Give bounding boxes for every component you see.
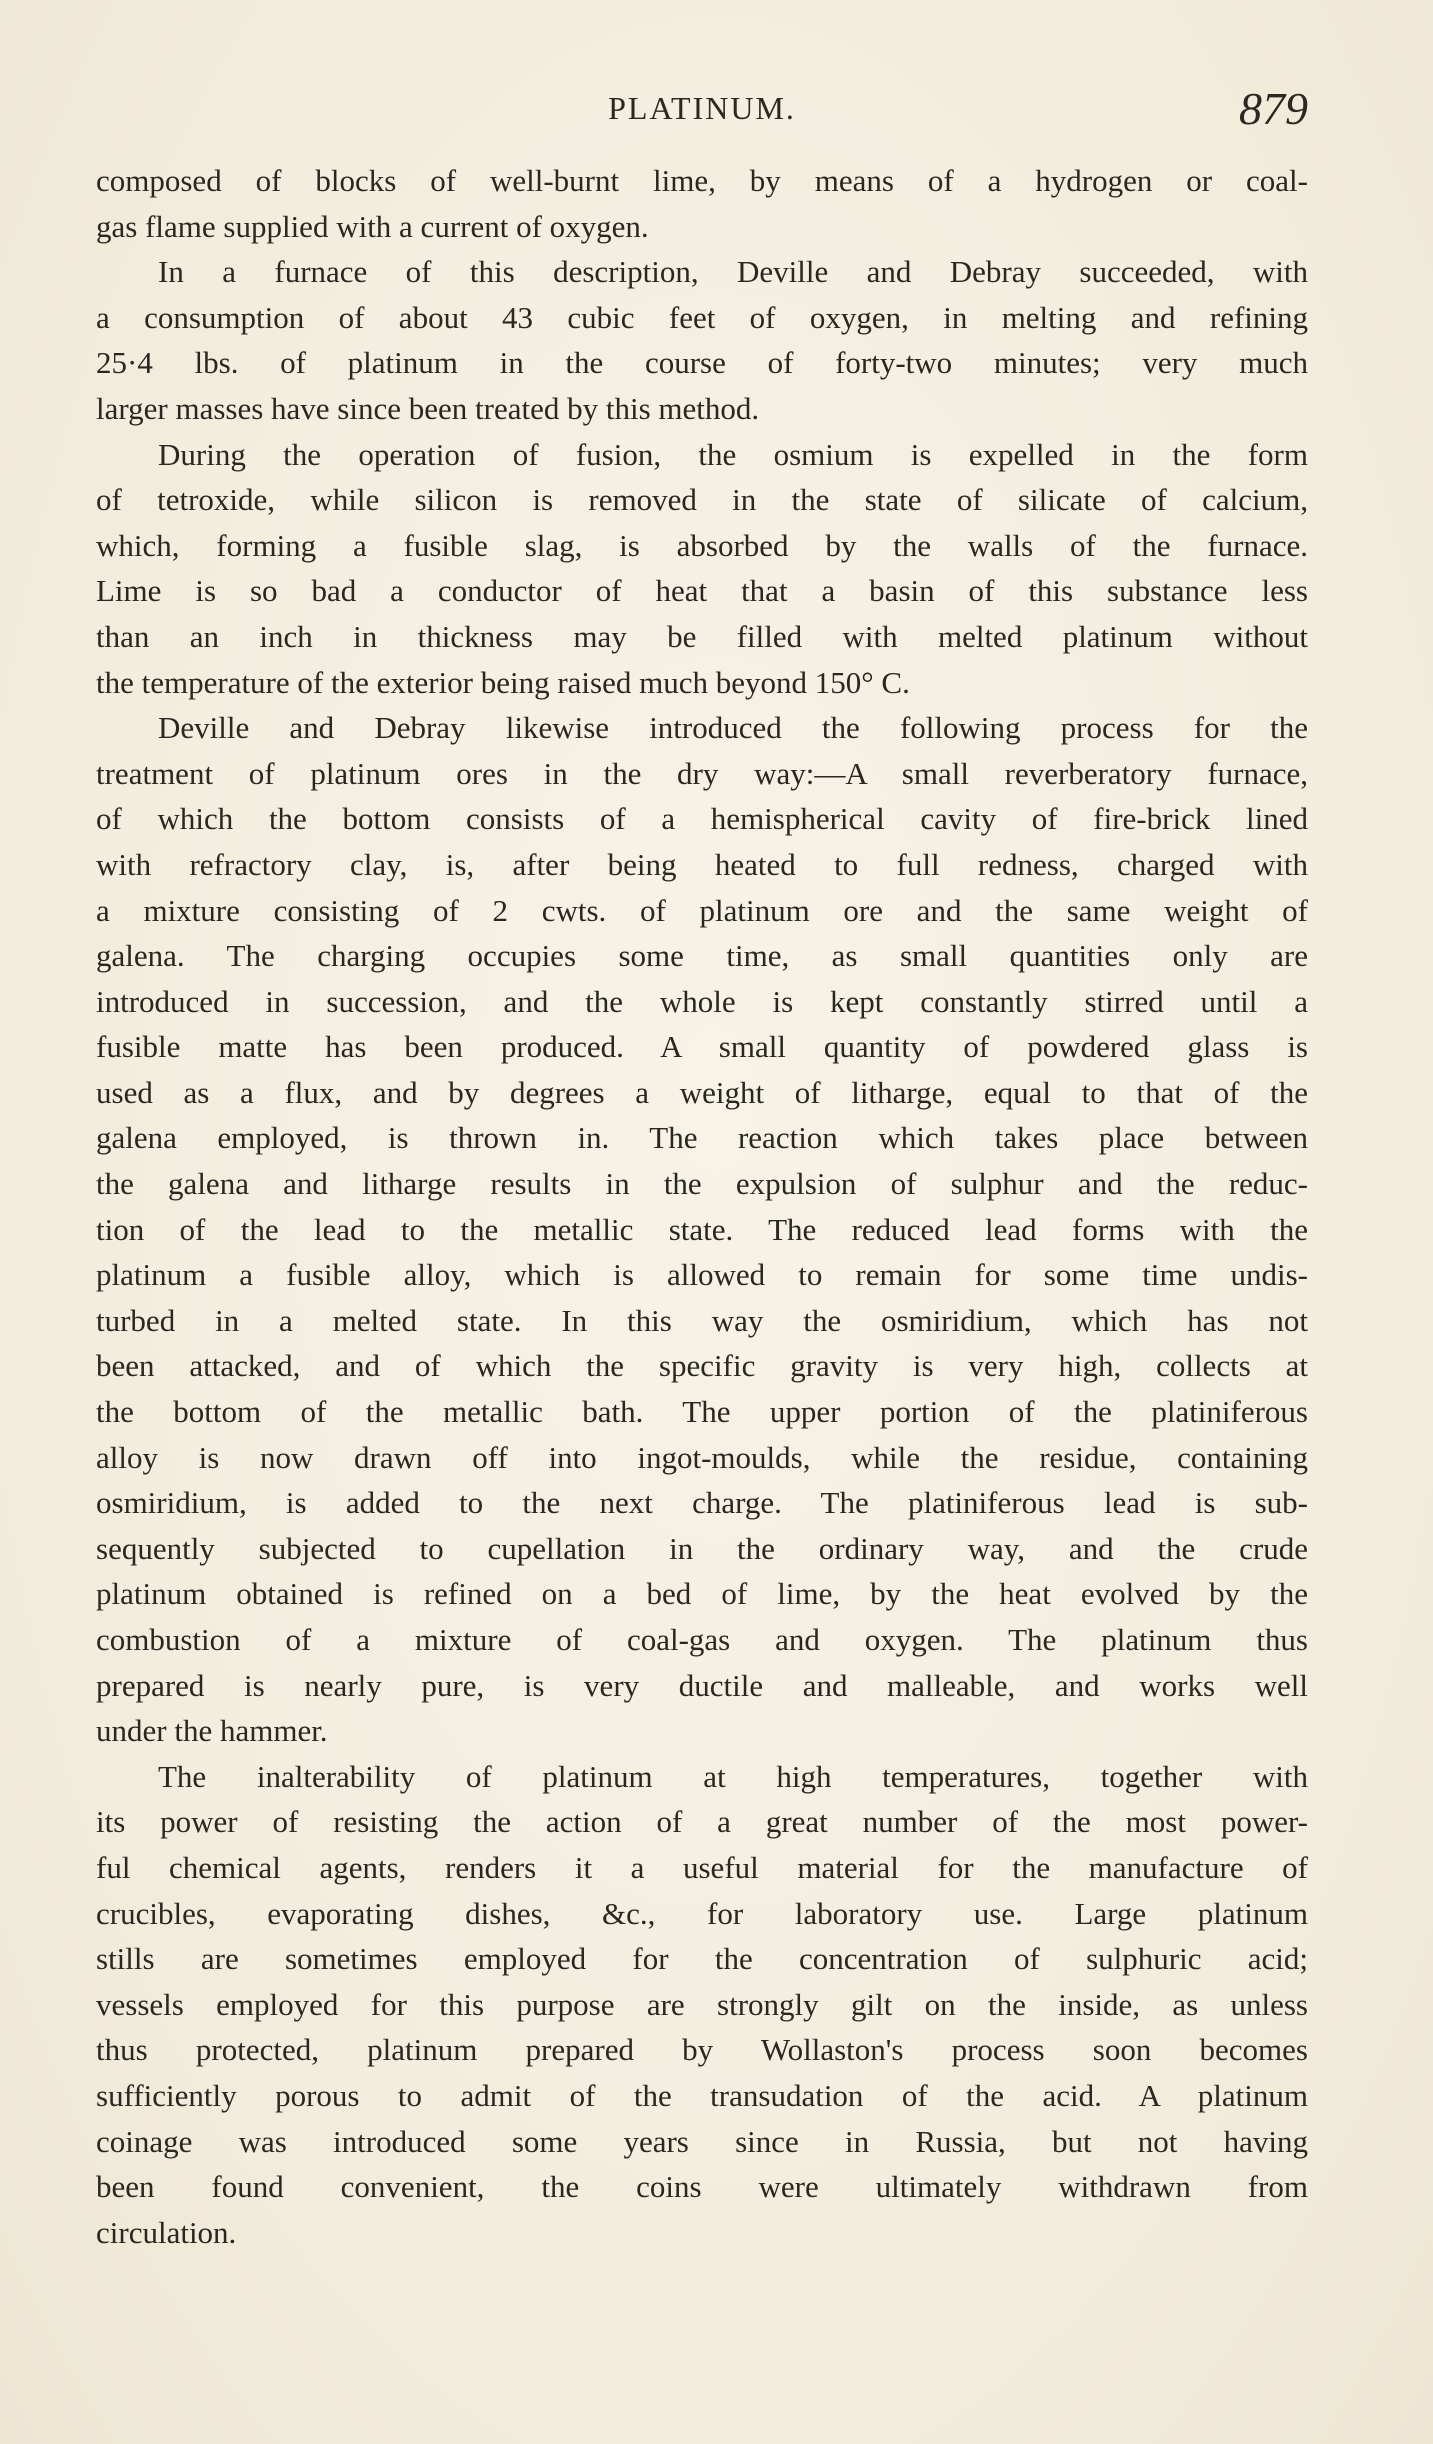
text-line: its power of resisting the action of a great number of the most power- <box>96 1804 1308 1840</box>
text-line: circulation. <box>96 2214 237 2250</box>
text-line: prepared is nearly pure, is very ductile and malleable, and works well <box>96 1667 1308 1703</box>
text-line: been found convenient, the coins were ultimately withdrawn from <box>96 2169 1308 2205</box>
text-line: crucibles, evaporating dishes, &c., for laboratory use. Large platinum <box>96 1895 1308 1931</box>
text-line: ful chemical agents, renders it a useful material for the manufacture of <box>96 1849 1308 1885</box>
text-line: of which the bottom consists of a hemispherical cavity of fire-brick lined <box>96 801 1308 837</box>
text-line: vessels employed for this purpose are strongly gilt on the inside, as unless <box>96 1986 1308 2022</box>
text-line: alloy is now drawn off into ingot-moulds, while the residue, containing <box>96 1439 1308 1475</box>
text-line: with refractory clay, is, after being heated to full redness, charged with <box>96 846 1308 882</box>
text-line: used as a flux, and by degrees a weight of litharge, equal to that of the <box>96 1074 1308 1110</box>
text-line: the bottom of the metallic bath. The upper portion of the platiniferous <box>96 1394 1308 1430</box>
text-line: introduced in succession, and the whole is kept constantly stirred until a <box>96 983 1308 1019</box>
text-line: platinum obtained is refined on a bed of lime, by the heat evolved by the <box>96 1576 1308 1612</box>
text-line: a consumption of about 43 cubic feet of oxygen, in melting and refining <box>96 299 1308 335</box>
text-line: than an inch in thickness may be filled with melted platinum without <box>96 618 1308 654</box>
text-line: the temperature of the exterior being raised much beyond 150° C. <box>96 664 910 700</box>
text-line: In a furnace of this description, Deville and Debray succeeded, with <box>158 254 1308 290</box>
text-line: been attacked, and of which the specific gravity is very high, collects at <box>96 1348 1308 1384</box>
text-line: combustion of a mixture of coal-gas and oxygen. The platinum thus <box>96 1622 1308 1657</box>
text-line: which, forming a fusible slag, is absorbed by the walls of the furnace. <box>96 527 1308 563</box>
text-line: sequently subjected to cupellation in the ordinary way, and the crude <box>96 1530 1308 1566</box>
text-line: fusible matte has been produced. A small quantity of powdered glass is <box>96 1029 1308 1065</box>
text-line: During the operation of fusion, the osmium is expelled in the form <box>158 436 1308 472</box>
text-line: Deville and Debray likewise introduced the following process for the <box>158 710 1308 746</box>
text-line: composed of blocks of well-burnt lime, by means of a hydrogen or coal- <box>96 163 1308 198</box>
text-line: coinage was introduced some years since in Russia, but not having <box>96 2123 1308 2159</box>
text-line: sufficiently porous to admit of the transudation of the acid. A platinum <box>96 2077 1308 2113</box>
text-line: stills are sometimes employed for the concentration of sulphuric acid; <box>96 1941 1308 1977</box>
text-line: under the hammer. <box>96 1713 328 1749</box>
text-line: a mixture consisting of 2 cwts. of platinum ore and the same weight of <box>96 892 1308 928</box>
page-header <box>96 82 1308 142</box>
text-line: osmiridium, is added to the next charge. The platiniferous lead is sub- <box>96 1485 1308 1521</box>
text-line: galena employed, is thrown in. The reaction which takes place between <box>96 1120 1308 1156</box>
text-line: the galena and litharge results in the expulsion of sulphur and the reduc- <box>96 1166 1308 1202</box>
body-text <box>96 158 1308 2255</box>
text-line: gas flame supplied with a current of oxygen. <box>96 208 649 244</box>
text-line: turbed in a melted state. In this way the osmiridium, which has not <box>96 1302 1308 1338</box>
text-line: larger masses have since been treated by this method. <box>96 390 760 426</box>
text-line: The inalterability of platinum at high temperatures, together with <box>158 1758 1308 1794</box>
text-line: 25·4 lbs. of platinum in the course of forty-two minutes; very much <box>96 345 1308 381</box>
text-line: tion of the lead to the metallic state. The reduced lead forms with the <box>96 1211 1308 1247</box>
text-line: treatment of platinum ores in the dry way:—A small reverberatory furnace, <box>96 755 1308 791</box>
text-line: of tetroxide, while silicon is removed in the state of silicate of calcium, <box>96 482 1308 518</box>
text-line: galena. The charging occupies some time, as small quantities only are <box>96 938 1308 974</box>
text-line: thus protected, platinum prepared by Wollaston's process soon becomes <box>96 2032 1308 2068</box>
text-line: platinum a fusible alloy, which is allowed to remain for some time undis- <box>96 1257 1308 1293</box>
text-line: Lime is so bad a conductor of heat that a basin of this substance less <box>96 573 1308 609</box>
page-number: 879 <box>1239 83 1308 134</box>
running-head: PLATINUM. <box>608 90 796 126</box>
